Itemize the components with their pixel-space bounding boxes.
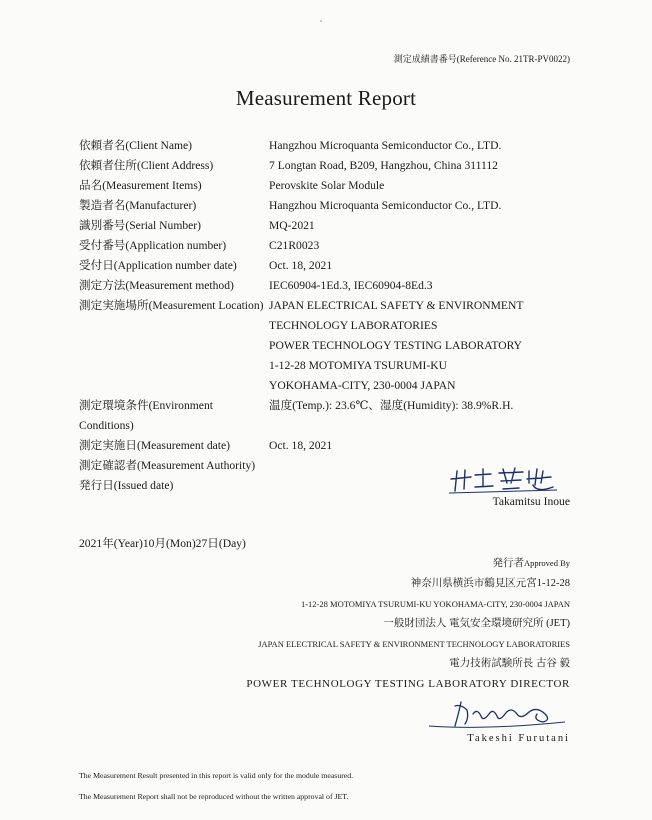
field-label: 測定確認者(Measurement Authority) (79, 459, 256, 472)
scan-speck (320, 20, 322, 22)
field-value: Perovskite Solar Module (269, 179, 385, 192)
field-value: Hangzhou Microquanta Semiconductor Co., LTD. (269, 199, 502, 212)
field-value: C21R0023 (269, 239, 320, 252)
field-measurement-location (79, 296, 579, 396)
field-label: 製造者名(Manufacturer) (79, 199, 197, 212)
field-value-line: YOKOHAMA-CITY, 230-0004 JAPAN (269, 379, 456, 392)
field-client-name (79, 136, 579, 156)
approver-label-line (246, 553, 570, 574)
field-value-line: JAPAN ELECTRICAL SAFETY & ENVIRONMENT (269, 299, 524, 312)
field-serial-number (79, 216, 579, 236)
field-label: 品名(Measurement Items) (79, 179, 202, 192)
signature-furutani (425, 700, 575, 732)
issue-date: 2021年(Year)10月(Mon)27日(Day) (79, 537, 246, 550)
footer-note: The Measurement Result presented in this report is valid only for the module measured. (79, 771, 354, 780)
approver-label-small: Approved By (523, 558, 570, 568)
field-value: MQ-2021 (269, 219, 315, 232)
fields-table (79, 136, 579, 496)
field-environment-conditions (79, 396, 579, 436)
field-value: IEC60904-1Ed.3, IEC60904-8Ed.3 (269, 279, 433, 292)
field-label: 識別番号(Serial Number) (79, 219, 202, 232)
field-label: 測定実施場所(Measurement Location) (79, 299, 264, 312)
signature-inoue (445, 465, 565, 495)
field-label: 受付番号(Application number) (79, 239, 227, 252)
footer-note: The Measurement Report shall not be reproduced without the written approval of JET. (79, 792, 349, 801)
field-value: 温度(Temp.): 23.6℃、湿度(Humidity): 38.9%R.H. (269, 399, 514, 412)
field-measurement-date (79, 436, 579, 456)
field-application-date (79, 256, 579, 276)
approver-address-en: 1-12-28 MOTOMIYA TSURUMI-KU YOKOHAMA-CITY, 230-0004 JAPAN (300, 599, 570, 609)
field-value-line: 1-12-28 MOTOMIYA TSURUMI-KU (269, 359, 447, 372)
approver-org-en: JAPAN ELECTRICAL SAFETY & ENVIRONMENT TECHNOLOGY LABORATORIES (258, 639, 570, 649)
field-label: 依頼者名(Client Name) (79, 139, 193, 152)
field-value: 7 Longtan Road, B209, Hangzhou, China 311112 (269, 159, 498, 172)
signatory-name: Takamitsu Inoue (492, 495, 570, 508)
field-value-block (269, 296, 579, 396)
signatory-name: Takeshi Furutani (467, 733, 570, 744)
reference-number: 測定成績書番号(Reference No. 21TR-PV0022) (393, 54, 570, 64)
field-value: Hangzhou Microquanta Semiconductor Co., LTD. (269, 139, 502, 152)
field-manufacturer (79, 196, 579, 216)
approver-director-jp: 電力技術試験所長 古谷 毅 (449, 658, 570, 669)
field-value-line: POWER TECHNOLOGY TESTING LABORATORY (269, 339, 523, 352)
field-label: 発行日(Issued date) (79, 479, 174, 492)
field-label: 測定方法(Measurement method) (79, 279, 234, 292)
approver-label: 発行者 (492, 558, 524, 569)
field-value-line: TECHNOLOGY LABORATORIES (269, 319, 438, 332)
field-label: 受付日(Application number date) (79, 259, 237, 272)
field-label: 測定実施日(Measurement date) (79, 439, 230, 452)
field-measurement-items (79, 176, 579, 196)
field-label: 依頼者住所(Client Address) (79, 159, 214, 172)
field-measurement-method (79, 276, 579, 296)
approver-org-jp: 一般財団法人 電気安全環境研究所 (JET) (383, 618, 570, 629)
field-application-number (79, 236, 579, 256)
field-client-address (79, 156, 579, 176)
approver-block (246, 553, 570, 694)
page-title: Measurement Report (235, 86, 417, 110)
field-value: Oct. 18, 2021 (269, 259, 333, 272)
field-value: Oct. 18, 2021 (269, 439, 333, 452)
approver-address-jp: 神奈川県横浜市鶴見区元宮1-12-28 (410, 578, 570, 589)
field-label: 測定環境条件(Environment Conditions) (79, 399, 213, 432)
approver-director-en: POWER TECHNOLOGY TESTING LABORATORY DIRECTOR (246, 678, 570, 690)
